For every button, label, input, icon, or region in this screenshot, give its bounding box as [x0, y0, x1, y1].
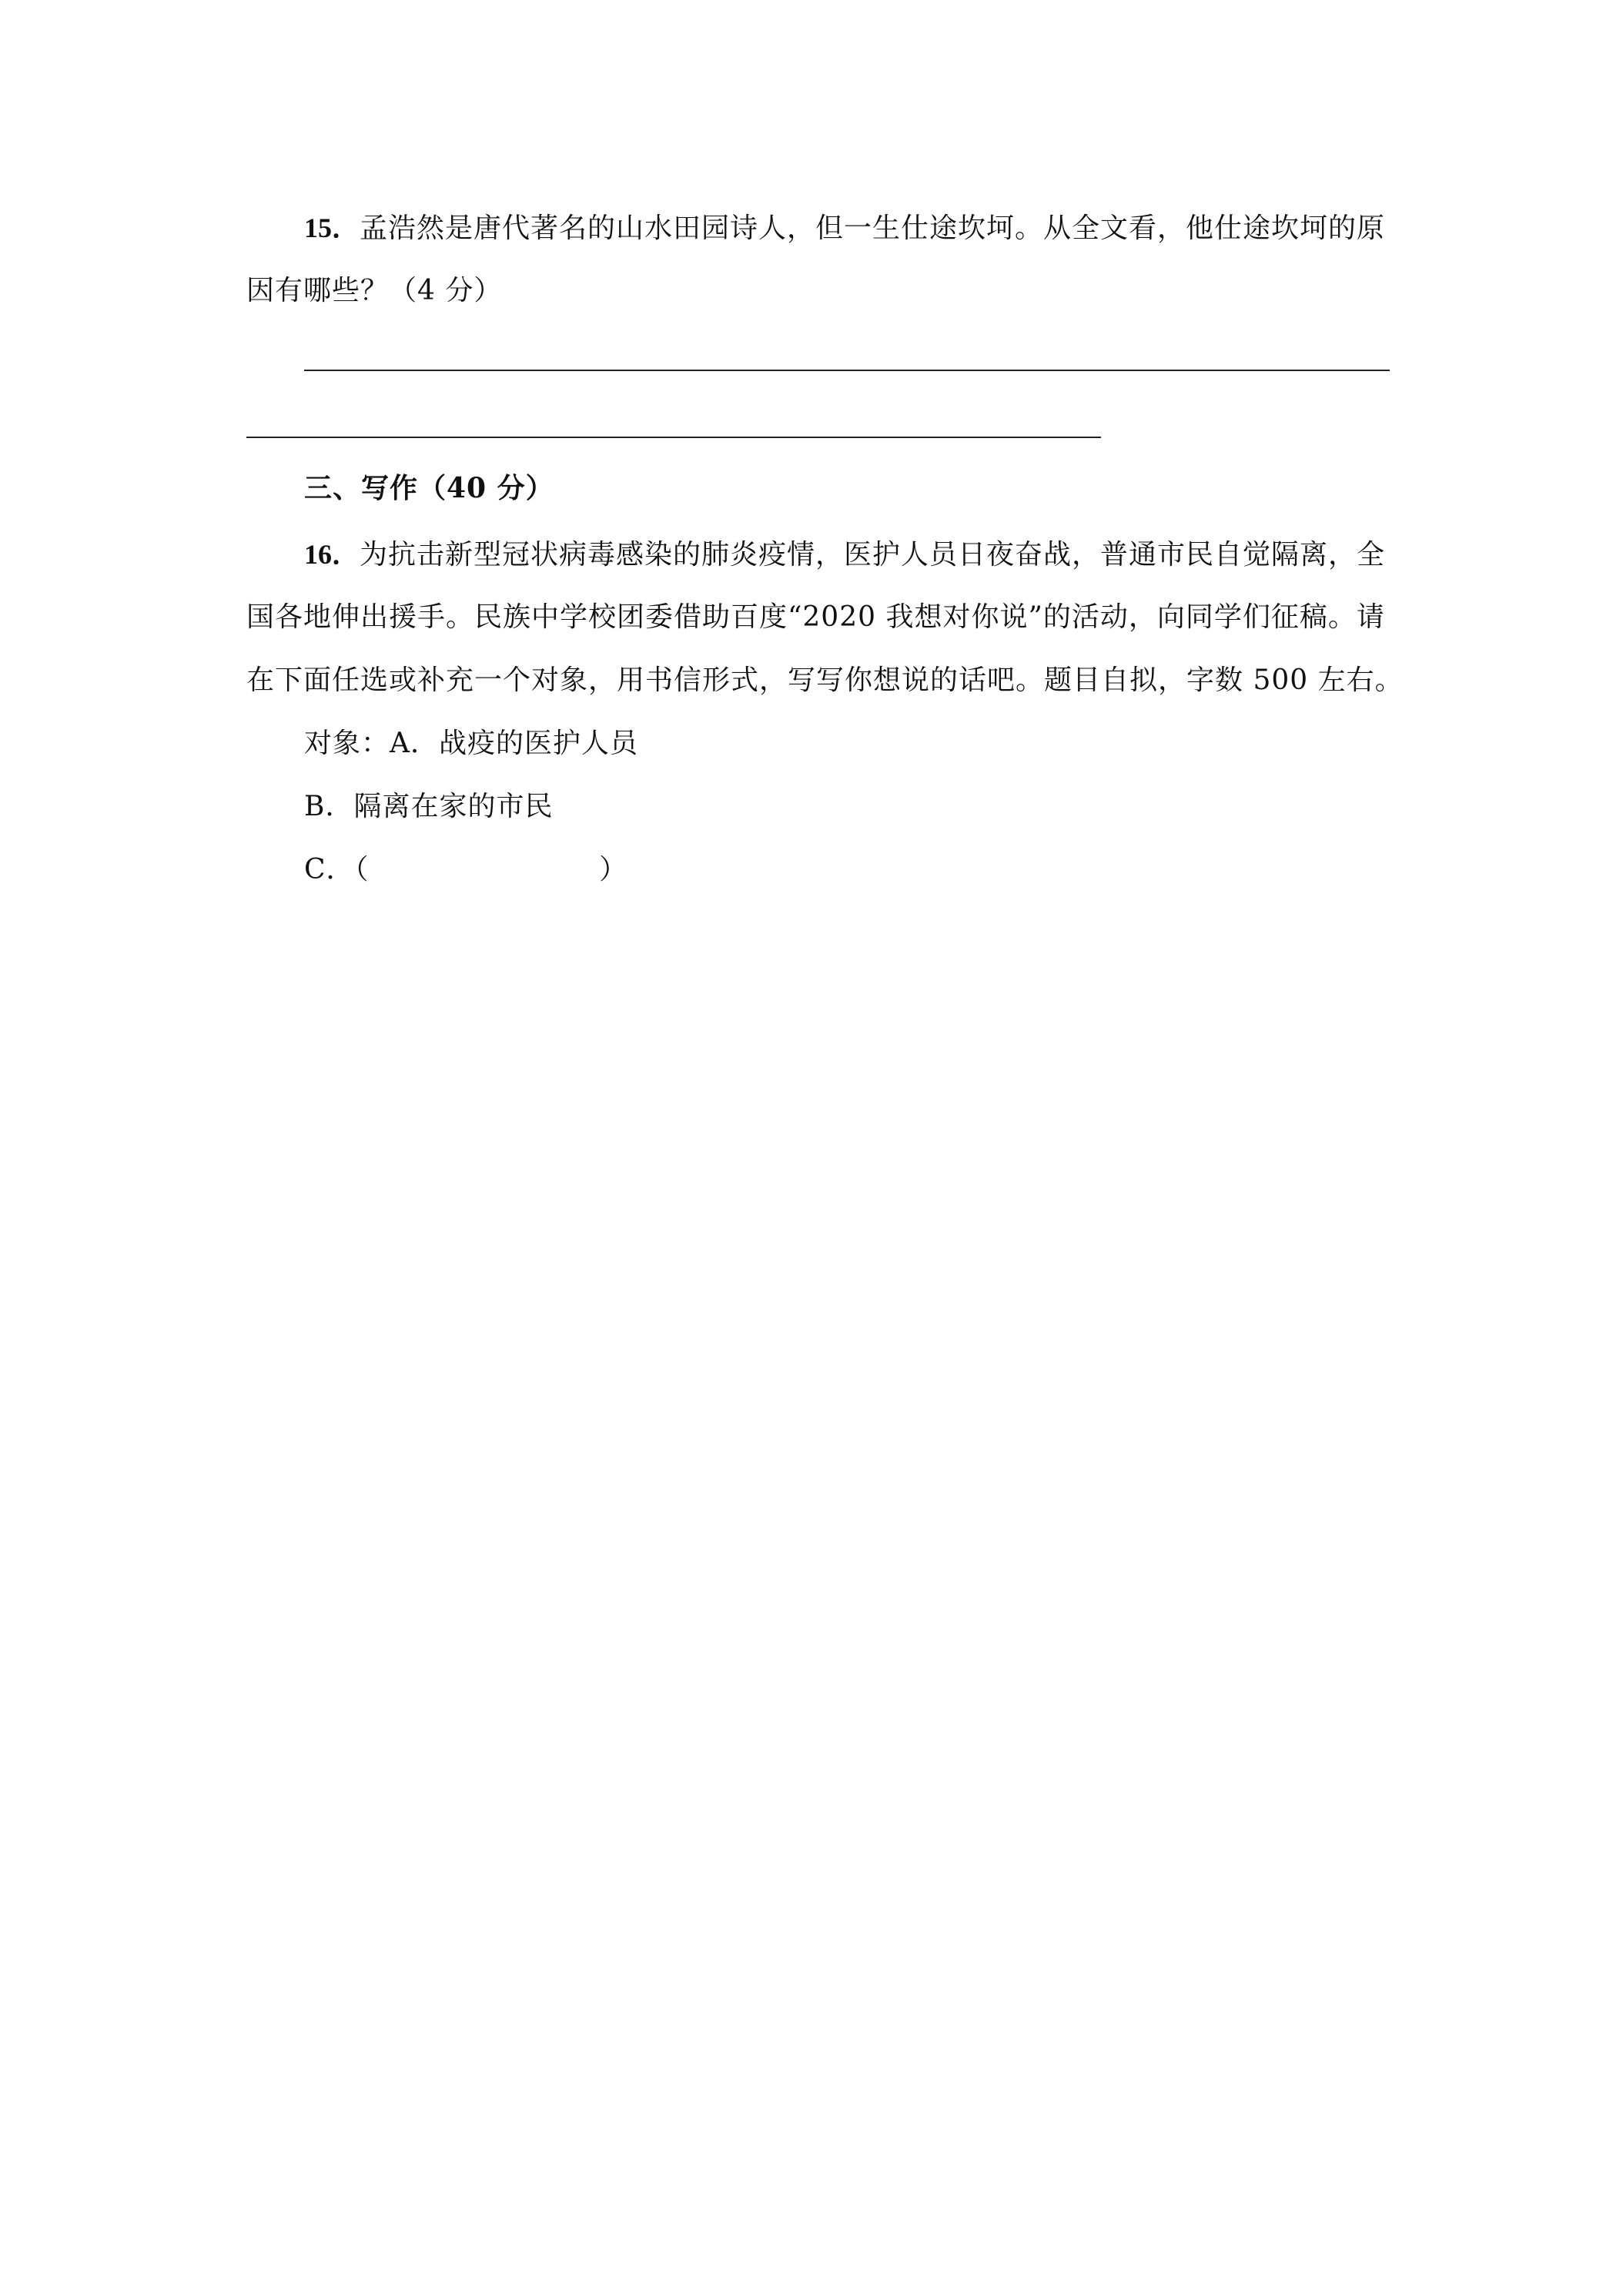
question-15-line-1: [304, 209, 1385, 247]
question-15-text-line-1: 孟浩然是唐代著名的山水田园诗人，但一生仕途坎坷。从全文看，他仕途坎坷的原: [360, 213, 1386, 244]
answer-line-1[interactable]: [304, 370, 1390, 371]
question-16-text-line-2: 国各地伸出援手。民族中学校团委借助百度“2020 我想对你说”的活动，向同学们征稿。请: [246, 601, 1385, 633]
option-a: 对象：A．战疫的医护人员: [304, 728, 638, 759]
question-16-number: 16．: [304, 539, 360, 570]
question-15-number: 15．: [304, 213, 360, 243]
answer-line-2[interactable]: [246, 437, 1101, 438]
option-c: C．（ ）: [304, 854, 628, 885]
question-16-text-line-1: 为抗击新型冠状病毒感染的肺炎疫情，医护人员日夜奋战，普通市民自觉隔离，全: [360, 539, 1386, 571]
question-15-text-line-2: 因有哪些？（4 分）: [246, 275, 503, 306]
question-16-line-1: [304, 536, 1385, 574]
section-3-heading: 三、写作（40 分）: [304, 472, 554, 504]
option-b: B．隔离在家的市民: [304, 791, 554, 822]
question-16-text-line-3: 在下面任选或补充一个对象，用书信形式，写写你想说的话吧。题目自拟，字数 500 左右。: [246, 664, 1404, 696]
